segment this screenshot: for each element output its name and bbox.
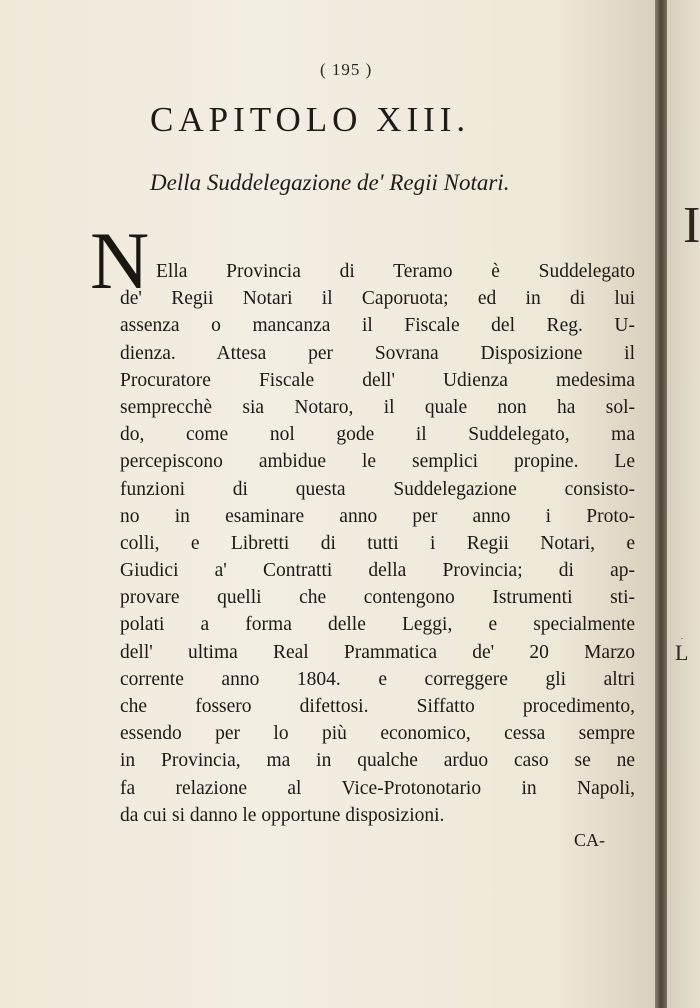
text-line: no in esaminare anno per anno i Proto- xyxy=(120,505,635,527)
text-line: Giudici a' Contratti della Provincia; di ap- xyxy=(120,560,635,582)
chapter-subtitle: Della Suddelegazione de' Regii Notari. xyxy=(150,170,510,195)
text-line: provare quelli che contengono Istrumenti sti- xyxy=(120,587,635,609)
chapter-title: CAPITOLO XIII. xyxy=(150,100,471,139)
catchword: CA- xyxy=(574,830,605,850)
facing-page-glyph: L xyxy=(675,640,689,665)
text-line: Procuratore Fiscale dell' Udienza medesima xyxy=(120,369,635,391)
text-line: de' Regii Notari il Caporuota; ed in di lui xyxy=(120,288,635,310)
text-line: essendo per lo più economico, cessa sempre xyxy=(120,723,635,745)
text-line: Ella Provincia di Teramo è Suddelegato xyxy=(156,261,635,282)
text-line: da cui si danno le opportune disposizioni. xyxy=(120,804,445,826)
facing-page-glyph: . xyxy=(681,632,683,641)
text-line: assenza o mancanza il Fiscale del Reg. U- xyxy=(120,315,635,337)
body-paragraph xyxy=(120,258,635,829)
text-line: percepiscono ambidue le semplici propine. Le xyxy=(120,451,635,473)
text-line: dell' ultima Real Prammatica de' 20 Marzo xyxy=(120,641,635,663)
page-number: ( 195 ) xyxy=(320,60,373,79)
drop-cap: N xyxy=(90,215,150,306)
text-line: polati a forma delle Leggi, e specialmente xyxy=(120,614,635,636)
text-line: che fossero difettosi. Siffatto procedimento, xyxy=(120,696,635,717)
text-line: dienza. Attesa per Sovrana Disposizione il xyxy=(120,342,635,364)
text-line: corrente anno 1804. e correggere gli altri xyxy=(120,668,635,690)
text-line: in Provincia, ma in qualche arduo caso se ne xyxy=(120,750,635,772)
facing-page-edge xyxy=(667,0,700,1008)
facing-page-glyph: I xyxy=(683,197,700,254)
book-gutter xyxy=(655,0,667,1008)
text-line: semprecchè sia Notaro, il quale non ha sol- xyxy=(120,396,635,418)
text-line: colli, e Libretti di tutti i Regii Notari, e xyxy=(120,532,635,554)
text-line: funzioni di questa Suddelegazione consisto- xyxy=(120,478,635,500)
text-line: fa relazione al Vice-Protonotario in Napoli, xyxy=(120,777,635,799)
text-line: do, come nol gode il Suddelegato, ma xyxy=(120,424,635,446)
